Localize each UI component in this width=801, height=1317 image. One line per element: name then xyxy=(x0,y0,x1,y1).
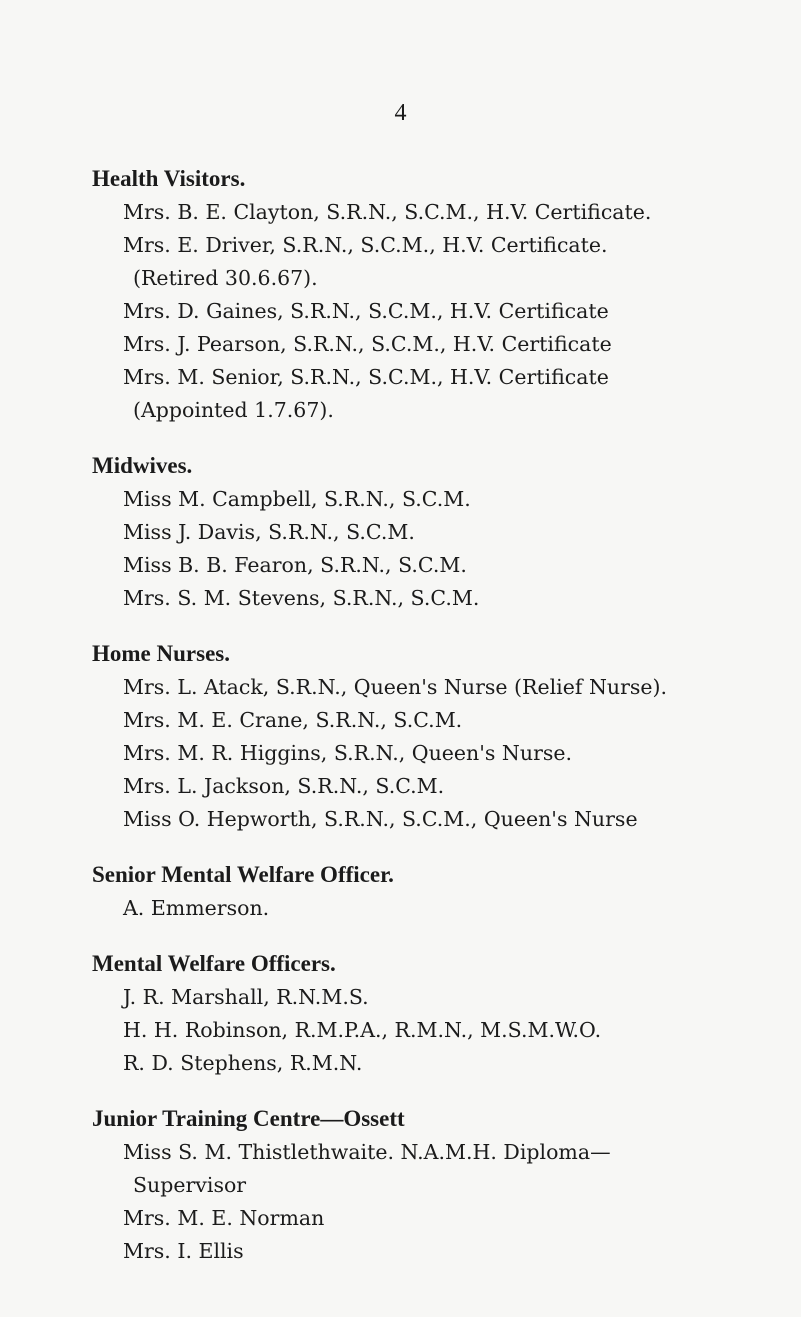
staff-entry xyxy=(92,1235,792,1268)
entry-continuation: (Appointed 1.7.67). xyxy=(133,398,334,422)
entry-text: Mrs. M. R. Higgins, S.R.N., Queen's Nurse. xyxy=(123,741,573,765)
section-health-visitors xyxy=(92,165,792,427)
section-heading: Senior Mental Welfare Officer. xyxy=(92,862,394,887)
entry-text: Mrs. D. Gaines, S.R.N., S.C.M., H.V. Certificate xyxy=(123,299,609,323)
staff-entry xyxy=(92,1202,792,1235)
staff-entry xyxy=(92,1014,792,1047)
staff-entry xyxy=(92,229,792,295)
section-heading: Mental Welfare Officers. xyxy=(92,951,336,976)
entry-text: R. D. Stephens, R.M.N. xyxy=(123,1051,363,1075)
staff-entry xyxy=(92,1136,792,1202)
staff-list xyxy=(92,165,792,1293)
staff-entry xyxy=(92,295,792,328)
entry-text: Mrs. M. E. Crane, S.R.N., S.C.M. xyxy=(123,708,463,732)
section-heading: Midwives. xyxy=(92,453,193,478)
page-number: 4 xyxy=(394,100,407,126)
staff-entry xyxy=(92,196,792,229)
entry-text: Miss B. B. Fearon, S.R.N., S.C.M. xyxy=(123,553,467,577)
staff-entry xyxy=(92,770,792,803)
entry-text: Miss S. M. Thistlethwaite. N.A.M.H. Diploma— xyxy=(123,1140,611,1164)
staff-entry xyxy=(92,516,792,549)
entry-text: Mrs. M. E. Norman xyxy=(123,1206,325,1230)
entry-text: Miss J. Davis, S.R.N., S.C.M. xyxy=(123,520,415,544)
staff-entry xyxy=(92,549,792,582)
staff-entry xyxy=(92,671,792,704)
staff-entry xyxy=(92,483,792,516)
section-senior-mental-welfare-officer xyxy=(92,861,792,925)
entry-text: Mrs. J. Pearson, S.R.N., S.C.M., H.V. Certificate xyxy=(123,332,612,356)
entry-text: Mrs. S. M. Stevens, S.R.N., S.C.M. xyxy=(123,586,480,610)
entry-text: Mrs. L. Jackson, S.R.N., S.C.M. xyxy=(123,774,445,798)
staff-entry xyxy=(92,704,792,737)
staff-entry xyxy=(92,892,792,925)
entry-text: J. R. Marshall, R.N.M.S. xyxy=(123,985,369,1009)
entry-text: Mrs. E. Driver, S.R.N., S.C.M., H.V. Certificate. xyxy=(123,233,608,257)
entry-text: Mrs. M. Senior, S.R.N., S.C.M., H.V. Certificate xyxy=(123,365,609,389)
section-heading: Home Nurses. xyxy=(92,641,230,666)
entry-text: Miss O. Hepworth, S.R.N., S.C.M., Queen's Nurse xyxy=(123,807,638,831)
entry-text: H. H. Robinson, R.M.P.A., R.M.N., M.S.M.W.O. xyxy=(123,1018,602,1042)
entry-continuation: (Retired 30.6.67). xyxy=(133,266,318,290)
entry-text: A. Emmerson. xyxy=(123,896,270,920)
staff-entry xyxy=(92,981,792,1014)
staff-entry xyxy=(92,737,792,770)
section-midwives xyxy=(92,452,792,615)
section-junior-training-centre xyxy=(92,1105,792,1268)
entry-continuation: Supervisor xyxy=(133,1173,247,1197)
staff-entry xyxy=(92,1047,792,1080)
entry-text: Miss M. Campbell, S.R.N., S.C.M. xyxy=(123,487,471,511)
entry-text: Mrs. L. Atack, S.R.N., Queen's Nurse (Relief Nurse). xyxy=(123,675,668,699)
section-home-nurses xyxy=(92,640,792,836)
staff-entry xyxy=(92,803,792,836)
section-mental-welfare-officers xyxy=(92,950,792,1080)
section-heading: Junior Training Centre—Ossett xyxy=(92,1106,405,1131)
staff-entry xyxy=(92,361,792,427)
section-heading: Health Visitors. xyxy=(92,166,246,191)
entry-text: Mrs. I. Ellis xyxy=(123,1239,244,1263)
staff-entry xyxy=(92,582,792,615)
entry-text: Mrs. B. E. Clayton, S.R.N., S.C.M., H.V. Certificate. xyxy=(123,200,652,224)
staff-entry xyxy=(92,328,792,361)
